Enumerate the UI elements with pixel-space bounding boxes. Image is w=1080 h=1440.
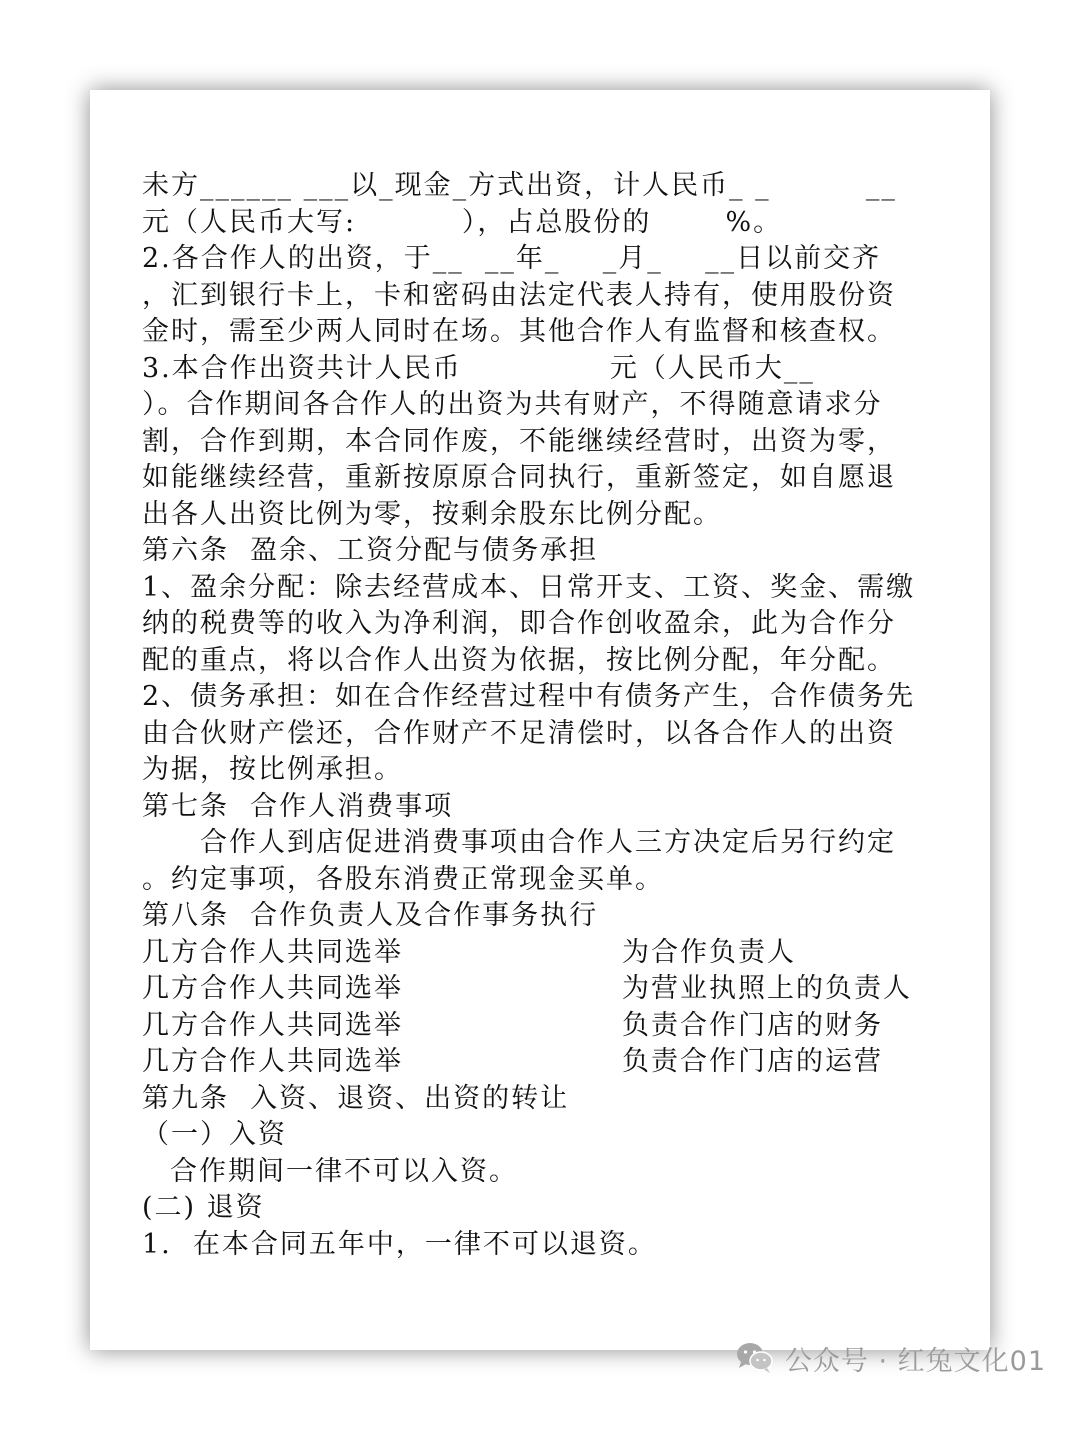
subsection-heading: （一）入资 (142, 1119, 287, 1150)
role-right: 负责合作门店的运营 (622, 1046, 883, 1077)
section-heading: 第八条 合作负责人及合作事务执行 (142, 900, 599, 931)
role-right: 为合作负责人 (622, 936, 796, 968)
text-line: 为据，按比例承担。 (142, 754, 403, 785)
role-row (142, 1044, 952, 1081)
account-watermark (735, 1338, 1046, 1378)
role-left: 几方合作人共同选举 (142, 936, 403, 968)
text-line: 纳的税费等的收入为净利润，即合作创收盈余，此为合作分 (142, 608, 896, 639)
text-line: 1、盈余分配：除去经营成本、日常开支、工资、奖金、需缴 (142, 571, 916, 603)
role-left: 几方合作人共同选举 (142, 1046, 403, 1077)
section-heading: 第六条 盈余、工资分配与债务承担 (142, 535, 599, 566)
text-line: 割，合作到期，本合同作废，不能继续经营时，出资为零， (142, 425, 896, 457)
role-row (142, 971, 952, 1008)
wechat-icon (735, 1341, 775, 1375)
text-line: 元（人民币大写: ），占总股份的 %。 (142, 206, 783, 238)
text-line: ）。合作期间各合作人的出资为共有财产，不得随意请求分 (142, 389, 883, 420)
text-line: 2.各合作人的出资，于__ __年_ _月_ __日以前交齐 (142, 243, 882, 274)
text-line: 未方______ ___以_现金_方式出资，计人民币_ _ __ (142, 170, 897, 201)
text-line: 配的重点，将以合作人出资为依据，按比例分配，年分配。 (142, 644, 896, 676)
text-line: 。约定事项，各股东消费正常现金买单。 (142, 863, 664, 895)
role-row (142, 935, 952, 972)
text-line: ，汇到银行卡上，卡和密码由法定代表人持有，使用股份资 (142, 279, 896, 311)
text-line: 由合伙财产偿还，合作财产不足清偿时，以各合作人的出资 (142, 717, 896, 749)
document-body (142, 168, 952, 1263)
text-line: 如能继续经营，重新按原原合同执行，重新签定，如自愿退 (142, 462, 896, 493)
role-right: 负责合作门店的财务 (622, 1009, 883, 1041)
text-line: 合作人到店促进消费事项由合作人三方决定后另行约定 (200, 827, 896, 858)
section-heading: 第七条 合作人消费事项 (142, 790, 454, 822)
text-line: 金时，需至少两人同时在场。其他合作人有监督和核查权。 (142, 316, 896, 347)
text-line: 出各人出资比例为零，按剩余股东比例分配。 (142, 498, 722, 530)
text-line: 合作期间一律不可以入资。 (170, 1155, 518, 1187)
section-heading: 第九条 入资、退资、出资的转让 (142, 1082, 570, 1114)
role-left: 几方合作人共同选举 (142, 973, 403, 1004)
document-page (90, 90, 990, 1350)
text-line: 2、债务承担：如在合作经营过程中有债务产生，合作债务先 (142, 681, 916, 712)
subsection-heading: (二) 退资 (142, 1192, 265, 1223)
role-left: 几方合作人共同选举 (142, 1009, 403, 1041)
watermark-text: 公众号 · 红兔文化01 (784, 1345, 1046, 1377)
text-line: 1. 在本合同五年中，一律不可以退资。 (142, 1228, 657, 1260)
role-row (142, 1008, 952, 1045)
text-line: 3.本合作出资共计人民币 元（人民币大__ (142, 352, 815, 384)
role-right: 为营业执照上的负责人 (622, 973, 912, 1004)
